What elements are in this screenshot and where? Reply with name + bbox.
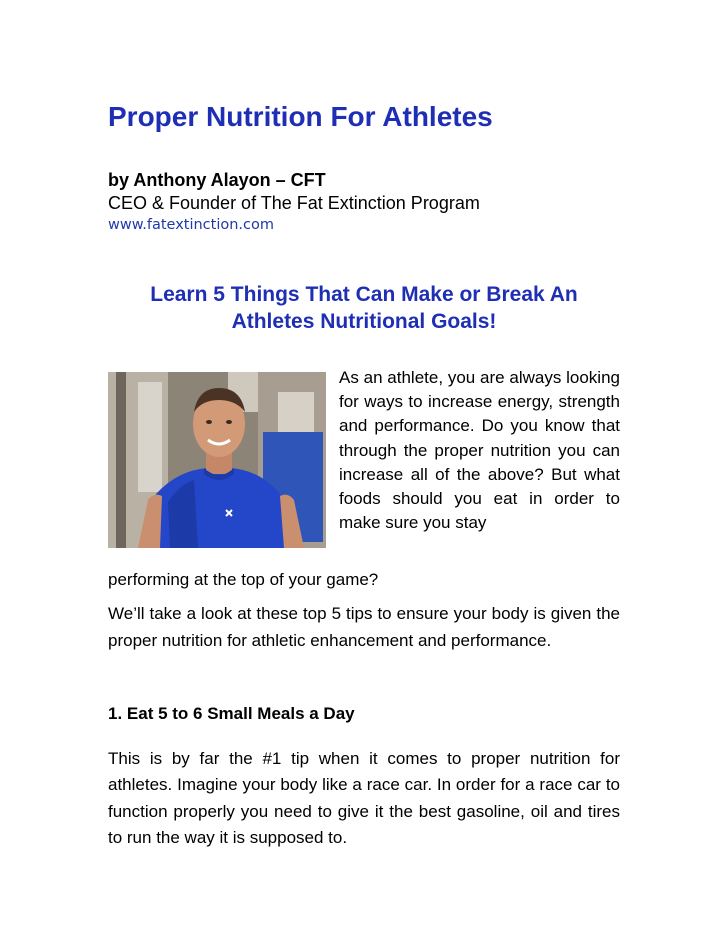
intro-paragraph-tail: performing at the top of your game? (108, 570, 379, 589)
subheading-line-1: Learn 5 Things That Can Make or Break An (150, 283, 578, 306)
author-byline: by Anthony Alayon – CFT (108, 170, 326, 190)
subheading-line-2: Athletes Nutritional Goals! (231, 310, 497, 333)
subheading (108, 281, 620, 335)
document-title: Proper Nutrition For Athletes (108, 101, 493, 132)
athlete-photo (108, 372, 326, 548)
intro-paragraph: As an athlete, you are always looking for ways to increase energy, strength and performance. Do you know that through the proper nutrition you can increase all of the above? But what foods should you eat in order to make sure you stay (339, 368, 620, 533)
website-link[interactable]: www.fatextinction.com (108, 217, 275, 233)
author-role: CEO & Founder of The Fat Extinction Program (108, 193, 480, 213)
tips-intro-paragraph: We’ll take a look at these top 5 tips to ensure your body is given the proper nutrition for athletic enhancement and performance. (108, 604, 620, 650)
section-1-body: This is by far the #1 tip when it comes to proper nutrition for athletes. Imagine your body like a race car. In order for a race car to function properly you need to give it the best gasoline, oil and tires to run the way it is supposed to. (108, 749, 620, 848)
section-heading-1: 1. Eat 5 to 6 Small Meals a Day (108, 704, 355, 723)
